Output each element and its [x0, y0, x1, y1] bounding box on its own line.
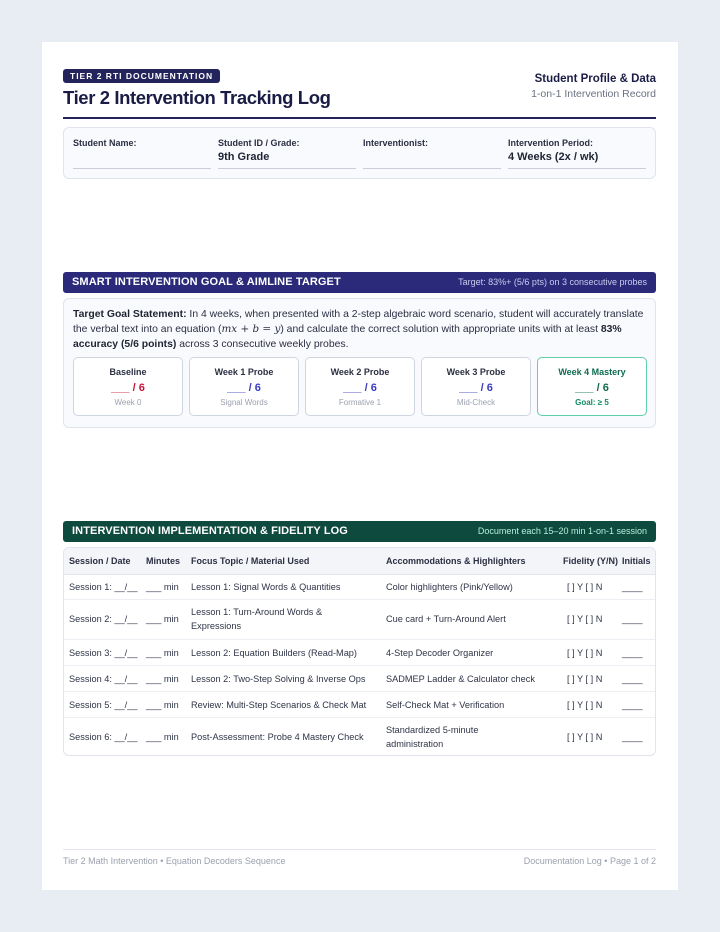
doc-type-badge: TIER 2 RTI DOCUMENTATION: [63, 69, 220, 83]
probe-title: Week 1 Probe: [214, 367, 274, 377]
probe-score[interactable]: ___ / 6: [343, 382, 377, 394]
student-name-field[interactable]: [73, 138, 211, 169]
table-row: [64, 666, 655, 692]
accommodations: Color highlighters (Pink/Yellow): [386, 582, 513, 592]
column-header: Initials: [622, 556, 651, 566]
profile-subtitle: 1-on-1 Intervention Record: [531, 88, 656, 100]
goal-label: Target Goal Statement:: [73, 309, 187, 320]
probe-card-week2: [305, 357, 415, 416]
focus-topic: Review: Multi-Step Scenarios & Check Mat: [191, 700, 367, 710]
footer-left: Tier 2 Math Intervention • Equation Decoders Sequence: [63, 856, 286, 866]
fidelity-checkbox[interactable]: [ ] Y [ ] N: [567, 700, 603, 710]
focus-topic: Lesson 2: Equation Builders (Read-Map): [191, 648, 357, 658]
goal-text-2: ) and calculate the correct solution with appropriate units with at least: [280, 324, 601, 335]
table-row: [64, 640, 655, 666]
probe-cards: [73, 357, 647, 416]
probe-note: Mid-Check: [456, 398, 496, 407]
accommodations: Cue card + Turn-Around Alert: [386, 614, 506, 624]
table-header: [64, 548, 655, 575]
session-date[interactable]: Session 1: __/__: [69, 582, 138, 592]
document-page: [42, 42, 678, 890]
accommodations: Standardized 5-minute administration: [386, 725, 479, 749]
focus-topic: Lesson 1: Signal Words & Quantities: [191, 582, 341, 592]
minutes[interactable]: ___ min: [146, 614, 179, 624]
section-title: SMART INTERVENTION GOAL & AIMLINE TARGET: [72, 276, 341, 288]
field-label: Intervention Period:: [508, 138, 594, 148]
smart-goal-box: [63, 298, 656, 428]
minutes[interactable]: ___ min: [146, 700, 179, 710]
fidelity-checkbox[interactable]: [ ] Y [ ] N: [567, 648, 603, 658]
initials[interactable]: ____: [622, 732, 643, 742]
probe-card-week1: [189, 357, 299, 416]
goal-statement: [73, 307, 645, 352]
initials[interactable]: ____: [622, 614, 643, 624]
fidelity-checkbox[interactable]: [ ] Y [ ] N: [567, 732, 603, 742]
field-label: Interventionist:: [363, 138, 429, 148]
focus-topic: Lesson 2: Two-Step Solving & Inverse Ops: [191, 674, 366, 684]
initials[interactable]: ____: [622, 700, 643, 710]
probe-title: Week 4 Mastery: [558, 367, 626, 377]
session-date[interactable]: Session 6: __/__: [69, 732, 138, 742]
probe-card-baseline: [73, 357, 183, 416]
minutes[interactable]: ___ min: [146, 732, 179, 742]
goal-equation: mx + b = y: [221, 323, 281, 335]
field-value: 9th Grade: [218, 151, 270, 163]
intervention-period-field[interactable]: [508, 138, 646, 169]
section-title: INTERVENTION IMPLEMENTATION & FIDELITY LOG: [72, 525, 348, 537]
minutes[interactable]: ___ min: [146, 674, 179, 684]
probe-note: Goal: ≥ 5: [575, 398, 609, 407]
field-label: Student ID / Grade:: [218, 138, 300, 148]
table-row: [64, 600, 655, 640]
field-value: 4 Weeks (2x / wk): [508, 151, 599, 163]
accommodations: Self-Check Mat + Verification: [386, 700, 505, 710]
header-divider: [63, 117, 656, 119]
accommodations: SADMEP Ladder & Calculator check: [386, 674, 535, 684]
implementation-log-header: [63, 521, 656, 542]
fidelity-log-table: [63, 547, 656, 756]
probe-card-week4-mastery: [537, 357, 647, 416]
session-date[interactable]: Session 3: __/__: [69, 648, 138, 658]
minutes[interactable]: ___ min: [146, 582, 179, 592]
target-note: Target: 83%+ (5/6 pts) on 3 consecutive probes: [458, 277, 647, 287]
footer-page-info: Documentation Log • Page 1 of 2: [523, 856, 656, 866]
table-row: [64, 692, 655, 718]
probe-note: Signal Words: [220, 398, 268, 407]
session-date[interactable]: Session 4: __/__: [69, 674, 138, 684]
page-title: Tier 2 Intervention Tracking Log: [63, 87, 331, 108]
student-info-box: [63, 127, 656, 179]
profile-title: Student Profile & Data: [534, 73, 656, 85]
column-header: Accommodations & Highlighters: [386, 556, 526, 566]
goal-text-1: In 4 weeks, when presented with a 2-step algebraic word scenario, student will accurately translate the verbal text into an equation (: [73, 309, 644, 335]
section-note: Document each 15–20 min 1-on-1 session: [477, 526, 647, 536]
smart-goal-header: [63, 272, 656, 293]
probe-note: Formative 1: [338, 398, 382, 407]
column-header: Focus Topic / Material Used: [191, 556, 310, 566]
initials[interactable]: ____: [622, 648, 643, 658]
fidelity-checkbox[interactable]: [ ] Y [ ] N: [567, 582, 603, 592]
footer-divider: [63, 849, 656, 850]
column-header: Fidelity (Y/N): [563, 556, 619, 566]
probe-score[interactable]: ___ / 6: [459, 382, 493, 394]
column-header: Minutes: [146, 556, 181, 566]
session-date[interactable]: Session 2: __/__: [69, 614, 138, 624]
table-row: [64, 718, 655, 755]
goal-text-3: across 3 consecutive weekly probes.: [176, 339, 349, 350]
interventionist-field[interactable]: [363, 138, 501, 169]
fidelity-checkbox[interactable]: [ ] Y [ ] N: [567, 614, 603, 624]
table-row: [64, 574, 655, 600]
fidelity-checkbox[interactable]: [ ] Y [ ] N: [567, 674, 603, 684]
column-header: Session / Date: [69, 556, 131, 566]
initials[interactable]: ____: [622, 674, 643, 684]
probe-title: Week 2 Probe: [330, 367, 390, 377]
student-id-grade-field[interactable]: [218, 138, 356, 169]
probe-title: Week 3 Probe: [446, 367, 506, 377]
session-date[interactable]: Session 5: __/__: [69, 700, 138, 710]
minutes[interactable]: ___ min: [146, 648, 179, 658]
field-label: Student Name:: [73, 138, 137, 148]
probe-card-week3: [421, 357, 531, 416]
probe-title: Baseline: [109, 367, 147, 377]
focus-topic: Lesson 1: Turn-Around Words & Expressions: [191, 607, 323, 631]
probe-score[interactable]: ___ / 6: [227, 382, 261, 394]
probe-note: Week 0: [114, 398, 142, 407]
initials[interactable]: ____: [622, 582, 643, 592]
accommodations: 4-Step Decoder Organizer: [386, 648, 494, 658]
probe-score[interactable]: ___ / 6: [575, 382, 609, 394]
focus-topic: Post-Assessment: Probe 4 Mastery Check: [191, 732, 364, 742]
goal-accuracy: 83% accuracy (5/6 points): [73, 324, 622, 350]
probe-score[interactable]: ___ / 6: [111, 382, 145, 394]
